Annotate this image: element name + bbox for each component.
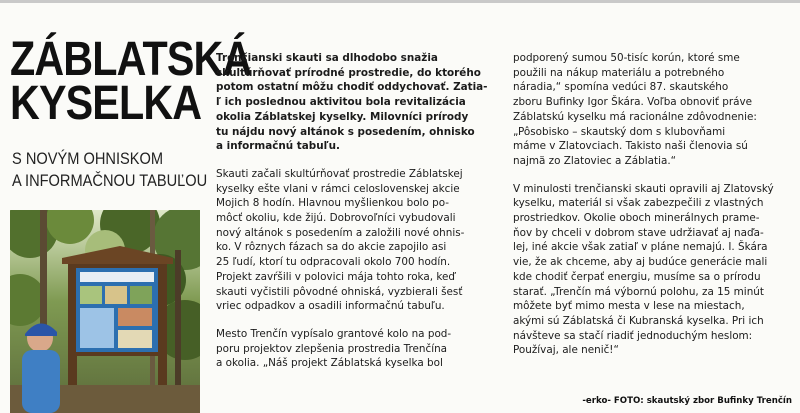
body-line: ko. V rôznych fázach sa do akcie zapojilo asi: [216, 241, 447, 254]
lead-line: tu nájdu nový altánok s posedením, ohnisko: [216, 125, 475, 138]
body-line: podporený sumou 50-tisíc korún, ktoré sme: [513, 52, 740, 64]
body-line: vie, že ak chceme, aby aj budúce generácie mali: [513, 256, 768, 269]
headline-line-1: ZÁBLATSKÁ: [10, 33, 252, 86]
subheadline-line-1: S NOVÝM OHNISKOM: [12, 149, 164, 168]
body-line: náradia,“ spomína vedúci 87. skautského: [513, 81, 729, 94]
article-paragraph: [513, 182, 796, 358]
body-line: skauti vyčistili pôvodné ohniská, vyzbierali šesť: [216, 285, 463, 298]
body-line: akými sú Záblatská či Kubranská kyselka. Pri ich: [513, 314, 764, 327]
article-paragraph: [216, 167, 506, 314]
body-line: Mesto Trenčín vypísalo grantové kolo na pod-: [216, 327, 452, 340]
body-line: lej, iné akcie však zatiaľ v pláne nemajú. I. Škára: [513, 241, 768, 254]
body-line: 25 ľudí, ktorí tu odpracovali okolo 700 hodín.: [216, 256, 451, 269]
forest-info-board-photo: [10, 210, 200, 413]
article-headline: [10, 33, 252, 130]
photo-credit: -erko- FOTO: skautský zbor Bufinky Trenčín: [582, 396, 792, 406]
article-photo: [10, 210, 200, 413]
article-paragraph: [216, 327, 506, 371]
body-line: nový altánok s posedením a založili nové ohnis-: [216, 226, 465, 239]
lead-line: potom ostatní môžu chodiť oddychovať. Zatia-: [216, 81, 488, 94]
lead-line: a informačnú tabuľu.: [216, 140, 340, 153]
lead-line: Trenčianski skauti sa dlhodobo snažia: [216, 52, 438, 64]
subheadline-line-2: A INFORMAČNOU TABUĽOU: [12, 171, 208, 190]
body-line: kyselku, materiál si však zabezpečili z vlastných: [513, 197, 764, 210]
body-line: starať. „Trenčín má výbornú polohu, za 15 minút: [513, 285, 764, 298]
body-line: Používaj, ale nenič!“: [513, 344, 619, 357]
article-lead: [216, 51, 506, 154]
headline-line-2: KYSELKA: [10, 77, 202, 130]
body-line: môžete byť mimo mesta v lese na miestach,: [513, 300, 745, 313]
lead-line: okolia Záblatskej kyselky. Milovníci prírody: [216, 110, 469, 123]
body-line: použili na nákup materiálu a potrebného: [513, 66, 725, 79]
body-line: najmä zo Zlatoviec a Záblatia.“: [513, 154, 677, 167]
body-line: Záblatskú kyselku má racionálne zdôvodnenie:: [513, 110, 757, 123]
body-line: a okolia. „Náš projekt Záblatská kyselka bol: [216, 357, 443, 370]
article-subheadline: [12, 148, 208, 192]
body-line: poru projektov zlepšenia prostredia Trenčína: [216, 342, 448, 355]
body-line: V minulosti trenčianski skauti opravili aj Zlatovský: [513, 182, 774, 195]
body-line: Projekt zavŕšili v polovici mája tohto roka, keď: [216, 270, 456, 283]
body-line: kde chodiť čerpať energiu, musíme sa o prírodu: [513, 270, 761, 283]
body-line: prostriedkov. Okolie oboch minerálnych prame-: [513, 212, 760, 225]
body-line: vriec odpadkov a osadili informačnú tabuľu.: [216, 300, 445, 313]
body-line: kyselky ešte vlani v rámci celoslovenskej akcie: [216, 182, 460, 195]
body-line: môcť okoliu, kde žijú. Dobrovoľníci vybudovali: [216, 212, 456, 225]
body-line: ňov by chceli v dobrom stave udržiavať aj naďa-: [513, 226, 764, 239]
article-column-right: [513, 51, 796, 358]
article-column-left: [216, 51, 506, 371]
lead-line: ľ ich poslednou aktivitou bola revitalizácia: [216, 96, 466, 109]
lead-line: skultúrňovať prírodné prostredie, do ktorého: [216, 66, 481, 79]
body-line: zboru Bufinky Igor Škára. Voľba obnoviť práve: [513, 96, 753, 109]
top-rule: [0, 0, 800, 3]
body-line: Skauti začali skultúrňovať prostredie Záblatskej: [216, 167, 463, 180]
body-line: máme v Zlatovciach. Takisto naši členovia sú: [513, 140, 748, 153]
article-paragraph: [513, 51, 796, 169]
body-line: návšteve sa stačí riadiť jednoduchým heslom:: [513, 329, 753, 342]
body-line: Mojich 8 hodín. Hlavnou myšlienkou bolo po-: [216, 197, 449, 210]
body-line: „Pôsobisko – skautský dom s klubovňami: [513, 125, 726, 138]
